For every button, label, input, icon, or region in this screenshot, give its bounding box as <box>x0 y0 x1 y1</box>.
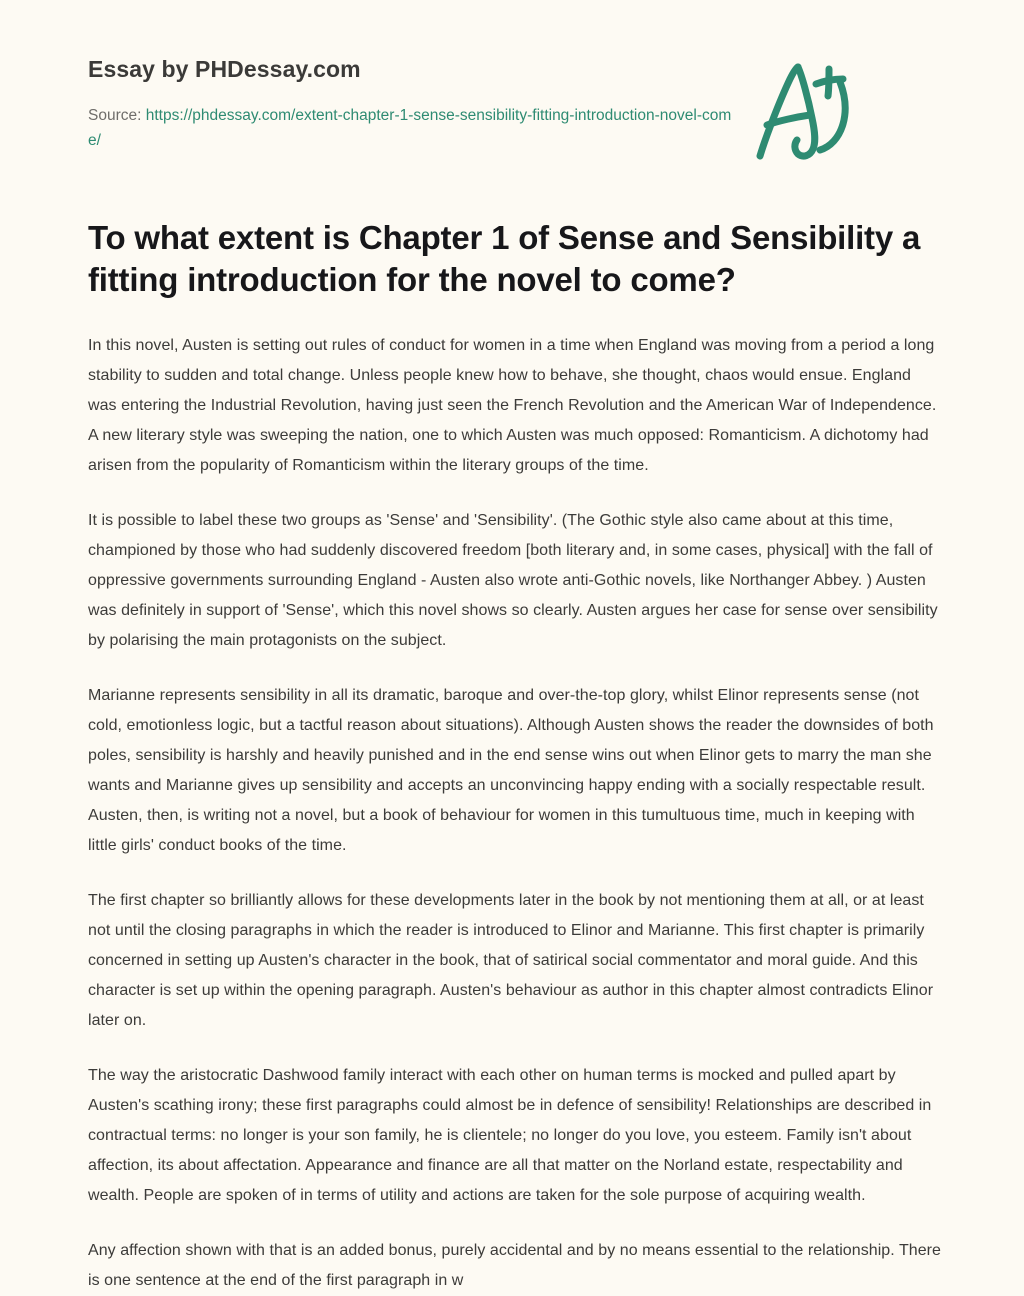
source-label: Source: <box>88 107 142 124</box>
article-paragraph: Marianne represents sensibility in all its dramatic, baroque and over-the-top glory, whilst Elinor represents sense (not cold, emotionless logic, but a tactful reason about situations). Although Austen shows the reader the downsides of both poles, sensibility is harshly and heavily punished and in the end sense wins out when Elinor gets to marry the man she wants and Marianne gives up sensibility and accepts an unconvincing happy ending with a socially respectable result. Austen, then, is writing not a novel, but a book of behaviour for women in this tumultuous time, much in keeping with little girls' conduct books of the time. <box>88 687 934 854</box>
source-line <box>80 103 738 153</box>
page-title: To what extent is Chapter 1 of Sense and Sensibility a fitting introduction for the novel to come? <box>88 219 921 298</box>
site-brand: Essay by PHDessay.com <box>88 56 361 82</box>
article-body <box>80 301 944 1296</box>
article-paragraph: The way the aristocratic Dashwood family interact with each other on human terms is mocked and pulled apart by Austen's scathing irony; these first paragraphs could almost be in defence of sensibility! Relationships are described in contractual terms: no longer is your son family, he is clientele; no longer do you love, you esteem. Family isn't about affection, its about affectation. Appearance and finance are all that matter on the Norland estate, respectability and wealth. People are spoken of in terms of utility and actions are taken for the sole purpose of acquiring wealth. <box>88 1067 932 1204</box>
source-url-link[interactable]: https://phdessay.com/extent-chapter-1-sense-sensibility-fitting-introduction-novel-come/ <box>88 107 732 149</box>
article-paragraph: It is possible to label these two groups as 'Sense' and 'Sensibility'. (The Gothic style also came about at this time, championed by those who had suddenly discovered freedom [both literary and, in some cases, physical] with the fall of oppressive governments surrounding England - Austen also wrote anti-Gothic novels, like Northanger Abbey. ) Austen was definitely in support of 'Sense', which this novel shows so clearly. Austen argues her case for sense over sensibility by polarising the main protagonists on the subject. <box>88 512 938 649</box>
article-paragraph: In this novel, Austen is setting out rules of conduct for women in a time when England was moving from a period a long stability to sudden and total change. Unless people knew how to behave, she thought, chaos would ensue. England was entering the Industrial Revolution, having just seen the French Revolution and the American War of Independence. A new literary style was sweeping the nation, one to which Austen was much opposed: Romanticism. A dichotomy had arisen from the popularity of Romanticism within the literary groups of the time. <box>88 337 937 474</box>
article-paragraph: Any affection shown with that is an added bonus, purely accidental and by no means essential to the relationship. There is one sentence at the end of the first paragraph in w <box>88 1242 942 1289</box>
aplus-logo-icon <box>746 48 858 166</box>
page-header <box>80 0 944 149</box>
article-paragraph: The first chapter so brilliantly allows for these developments later in the book by not mentioning them at all, or at least not until the closing paragraphs in which the reader is introduced to Elinor and Marianne. This first chapter is primarily concerned in setting up Austen's character in the book, that of satirical social commentator and moral guide. And this character is set up within the opening paragraph. Austen's behaviour as author in this chapter almost contradicts Elinor later on. <box>88 892 934 1029</box>
